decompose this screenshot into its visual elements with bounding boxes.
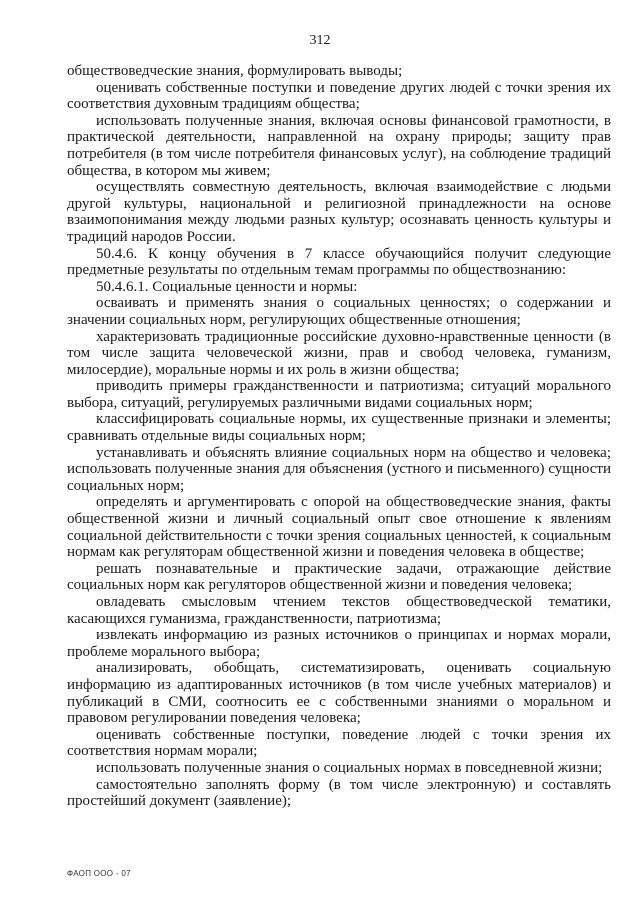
paragraph: самостоятельно заполнять форму (в том числе электронную) и составлять простейший документ (заявление); [67,776,611,810]
paragraph: осуществлять совместную деятельность, включая взаимодействие с людьми другой культуры, национальной и религиозной принадлежности на основе взаимопонимания между людьми разных культур; осознавать ценность культуры и традиций народов России. [67,179,611,245]
paragraph: приводить примеры гражданственности и патриотизма; ситуаций морального выбора, ситуаций, регулируемых различными видами социальных норм; [67,378,611,411]
paragraph: обществоведческие знания, формулировать выводы; [67,63,403,79]
paragraph: использовать полученные знания о социальных нормах в повседневной жизни; [96,759,603,776]
text-body [67,63,611,810]
paragraph: решать познавательные и практические задачи, отражающие действие социальных норм как регуляторов общественной жизни и поведения человека; [67,560,611,594]
paragraph: оценивать собственные поступки, поведение людей с точки зрения их соответствия нормам морали; [67,726,611,760]
footer-document-code: ФАОП ООО - 07 [67,869,131,878]
paragraph: осваивать и применять знания о социальных ценностях; о содержании и значении социальных норм, регулирующих общественные отношения; [67,295,611,328]
paragraph: характеризовать традиционные российские духовно-нравственные ценности (в том числе защита человеческой жизни, прав и свобод человека, гуманизм, милосердие), моральные нормы и их роль в жизни общества; [67,328,611,378]
page-number: 312 [309,33,331,48]
paragraph: овладевать смысловым чтением текстов обществоведческой тематики, касающихся гуманизма, гражданственности, патриотизма; [67,594,611,627]
paragraph: использовать полученные знания, включая основы финансовой грамотности, в практической деятельности, направленной на охрану природы; защиту прав потребителя (в том числе потребителя финансовых услуг), на соблюдение традиций общества, в котором мы живем; [67,112,611,179]
paragraph: анализировать, обобщать, систематизировать, оценивать социальную информацию из адаптированных источников (в том числе учебных материалов) и публикаций в СМИ, соотносить ее с собственными знаниями о моральном и правовом регулировании поведения человека; [67,660,611,727]
paragraph: определять и аргументировать с опорой на обществоведческие знания, факты общественной жизни и личный социальный опыт свое отношение к явлениям социальной действительности с точки зрения социальных ценностей, к социальным нормам как регуляторам общественной жизни и поведения человека в обществе; [67,494,611,561]
subsection-heading: 50.4.6.1. Социальные ценности и нормы: [96,278,358,295]
paragraph: классифицировать социальные нормы, их существенные признаки и элементы; сравнивать отдельные виды социальных норм; [67,411,611,445]
paragraph: устанавливать и объяснять влияние социальных норм на общество и человека; использовать полученные знания для объяснения (устного и письменного) сущности социальных норм; [67,444,611,494]
section-heading: 50.4.6. К концу обучения в 7 классе обучающийся получит следующие предметные результаты по отдельным темам программы по обществознанию: [67,245,611,279]
paragraph: извлекать информацию из разных источников о принципах и нормах морали, проблеме морального выбора; [67,627,611,660]
paragraph: оценивать собственные поступки и поведение других людей с точки зрения их соответствия духовным традициям общества; [67,79,611,113]
